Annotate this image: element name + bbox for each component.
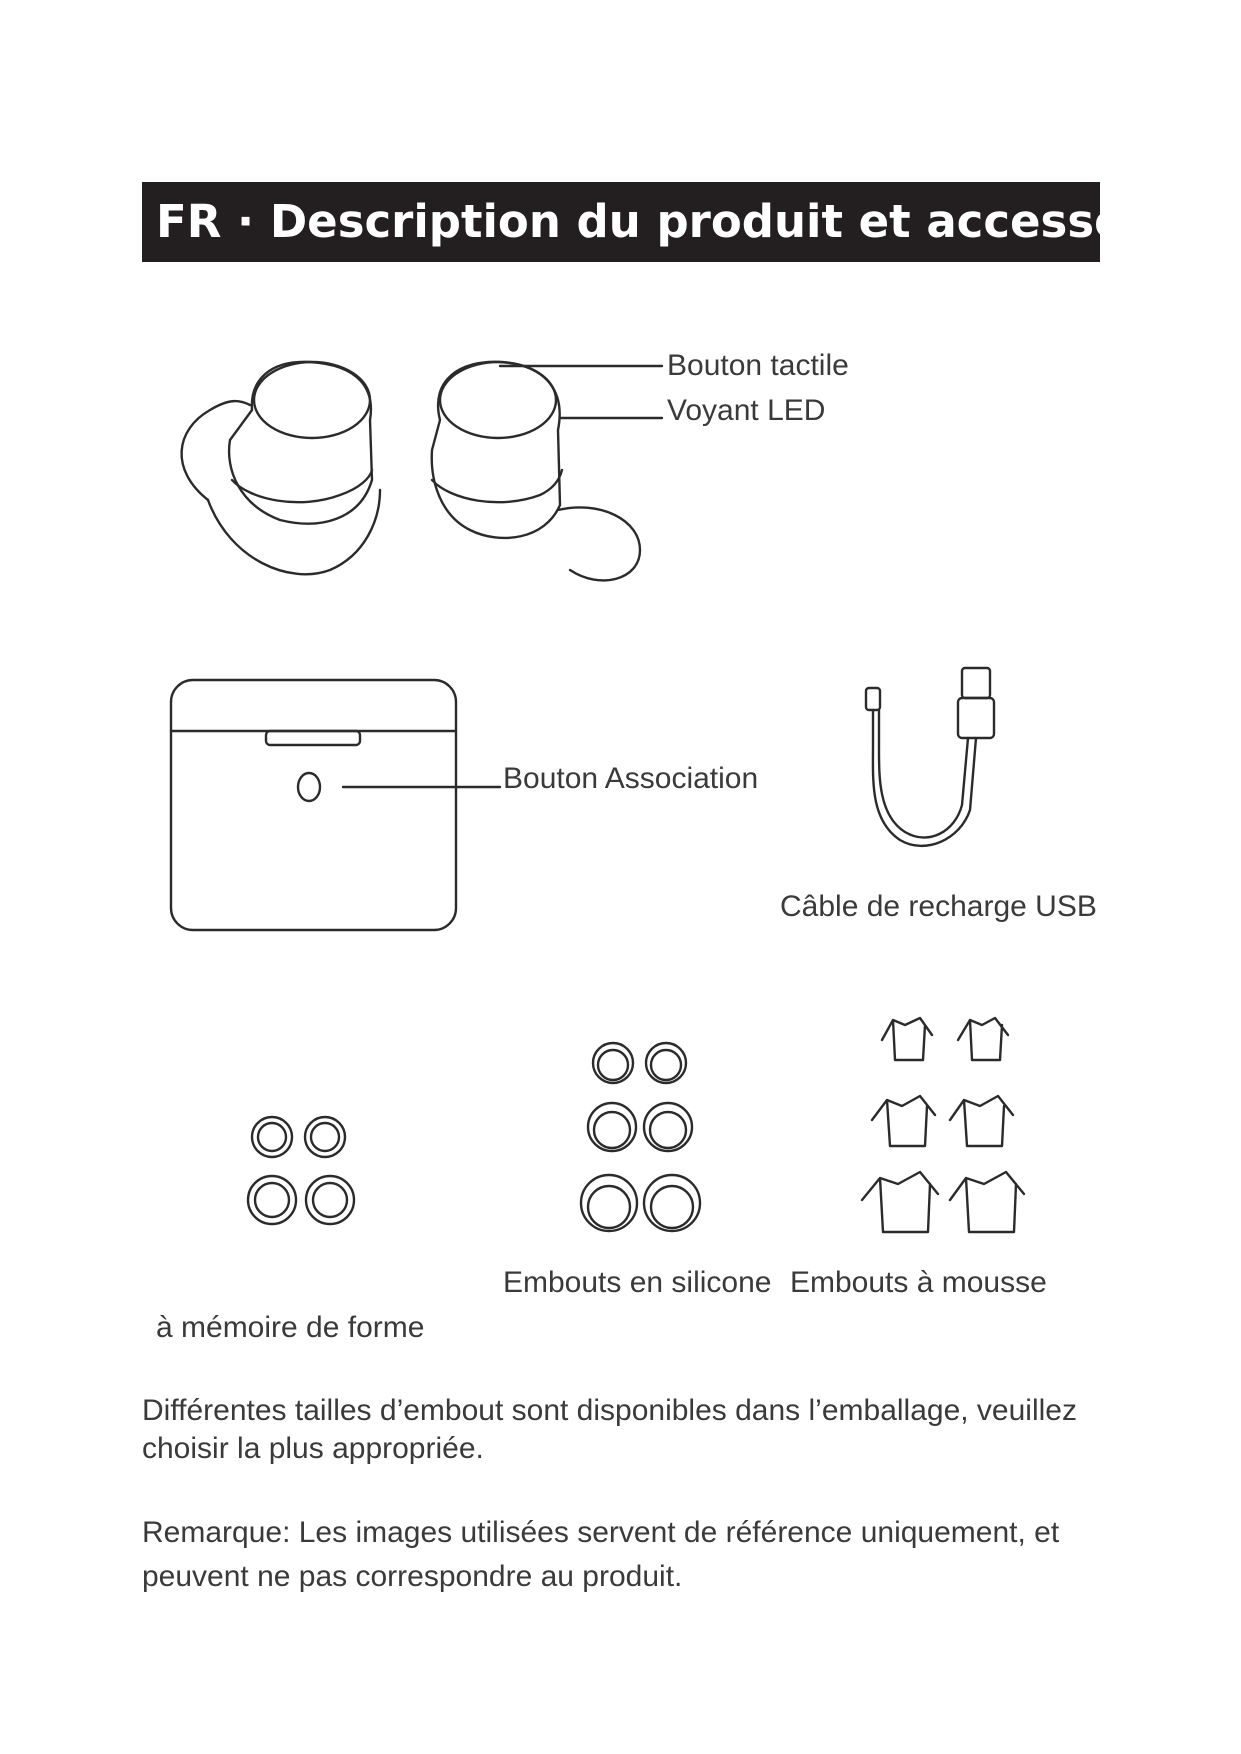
foam-tips-label-line1: Embouts à mousse: [790, 1266, 1047, 1299]
touch-button-label: Bouton tactile: [667, 349, 849, 382]
led-indicator-label: Voyant LED: [667, 394, 826, 427]
remark-note: Remarque: Les images utilisées servent de référence uniquement, et peuvent ne pas correspondre au produit.: [142, 1516, 1060, 1593]
usb-cable-label: Câble de recharge USB: [780, 890, 1097, 923]
page-title: FR · Description du produit et accessoires: [142, 182, 1100, 262]
silicone-tips-label: Embouts en silicone: [503, 1266, 772, 1299]
foam-tips-label-line2: à mémoire de forme: [156, 1311, 425, 1344]
sizes-note: Différentes tailles d’embout sont disponibles dans l’emballage, veuillez choisir la plus appropriée.: [142, 1394, 1077, 1465]
pairing-button-label: Bouton Association: [503, 762, 759, 795]
